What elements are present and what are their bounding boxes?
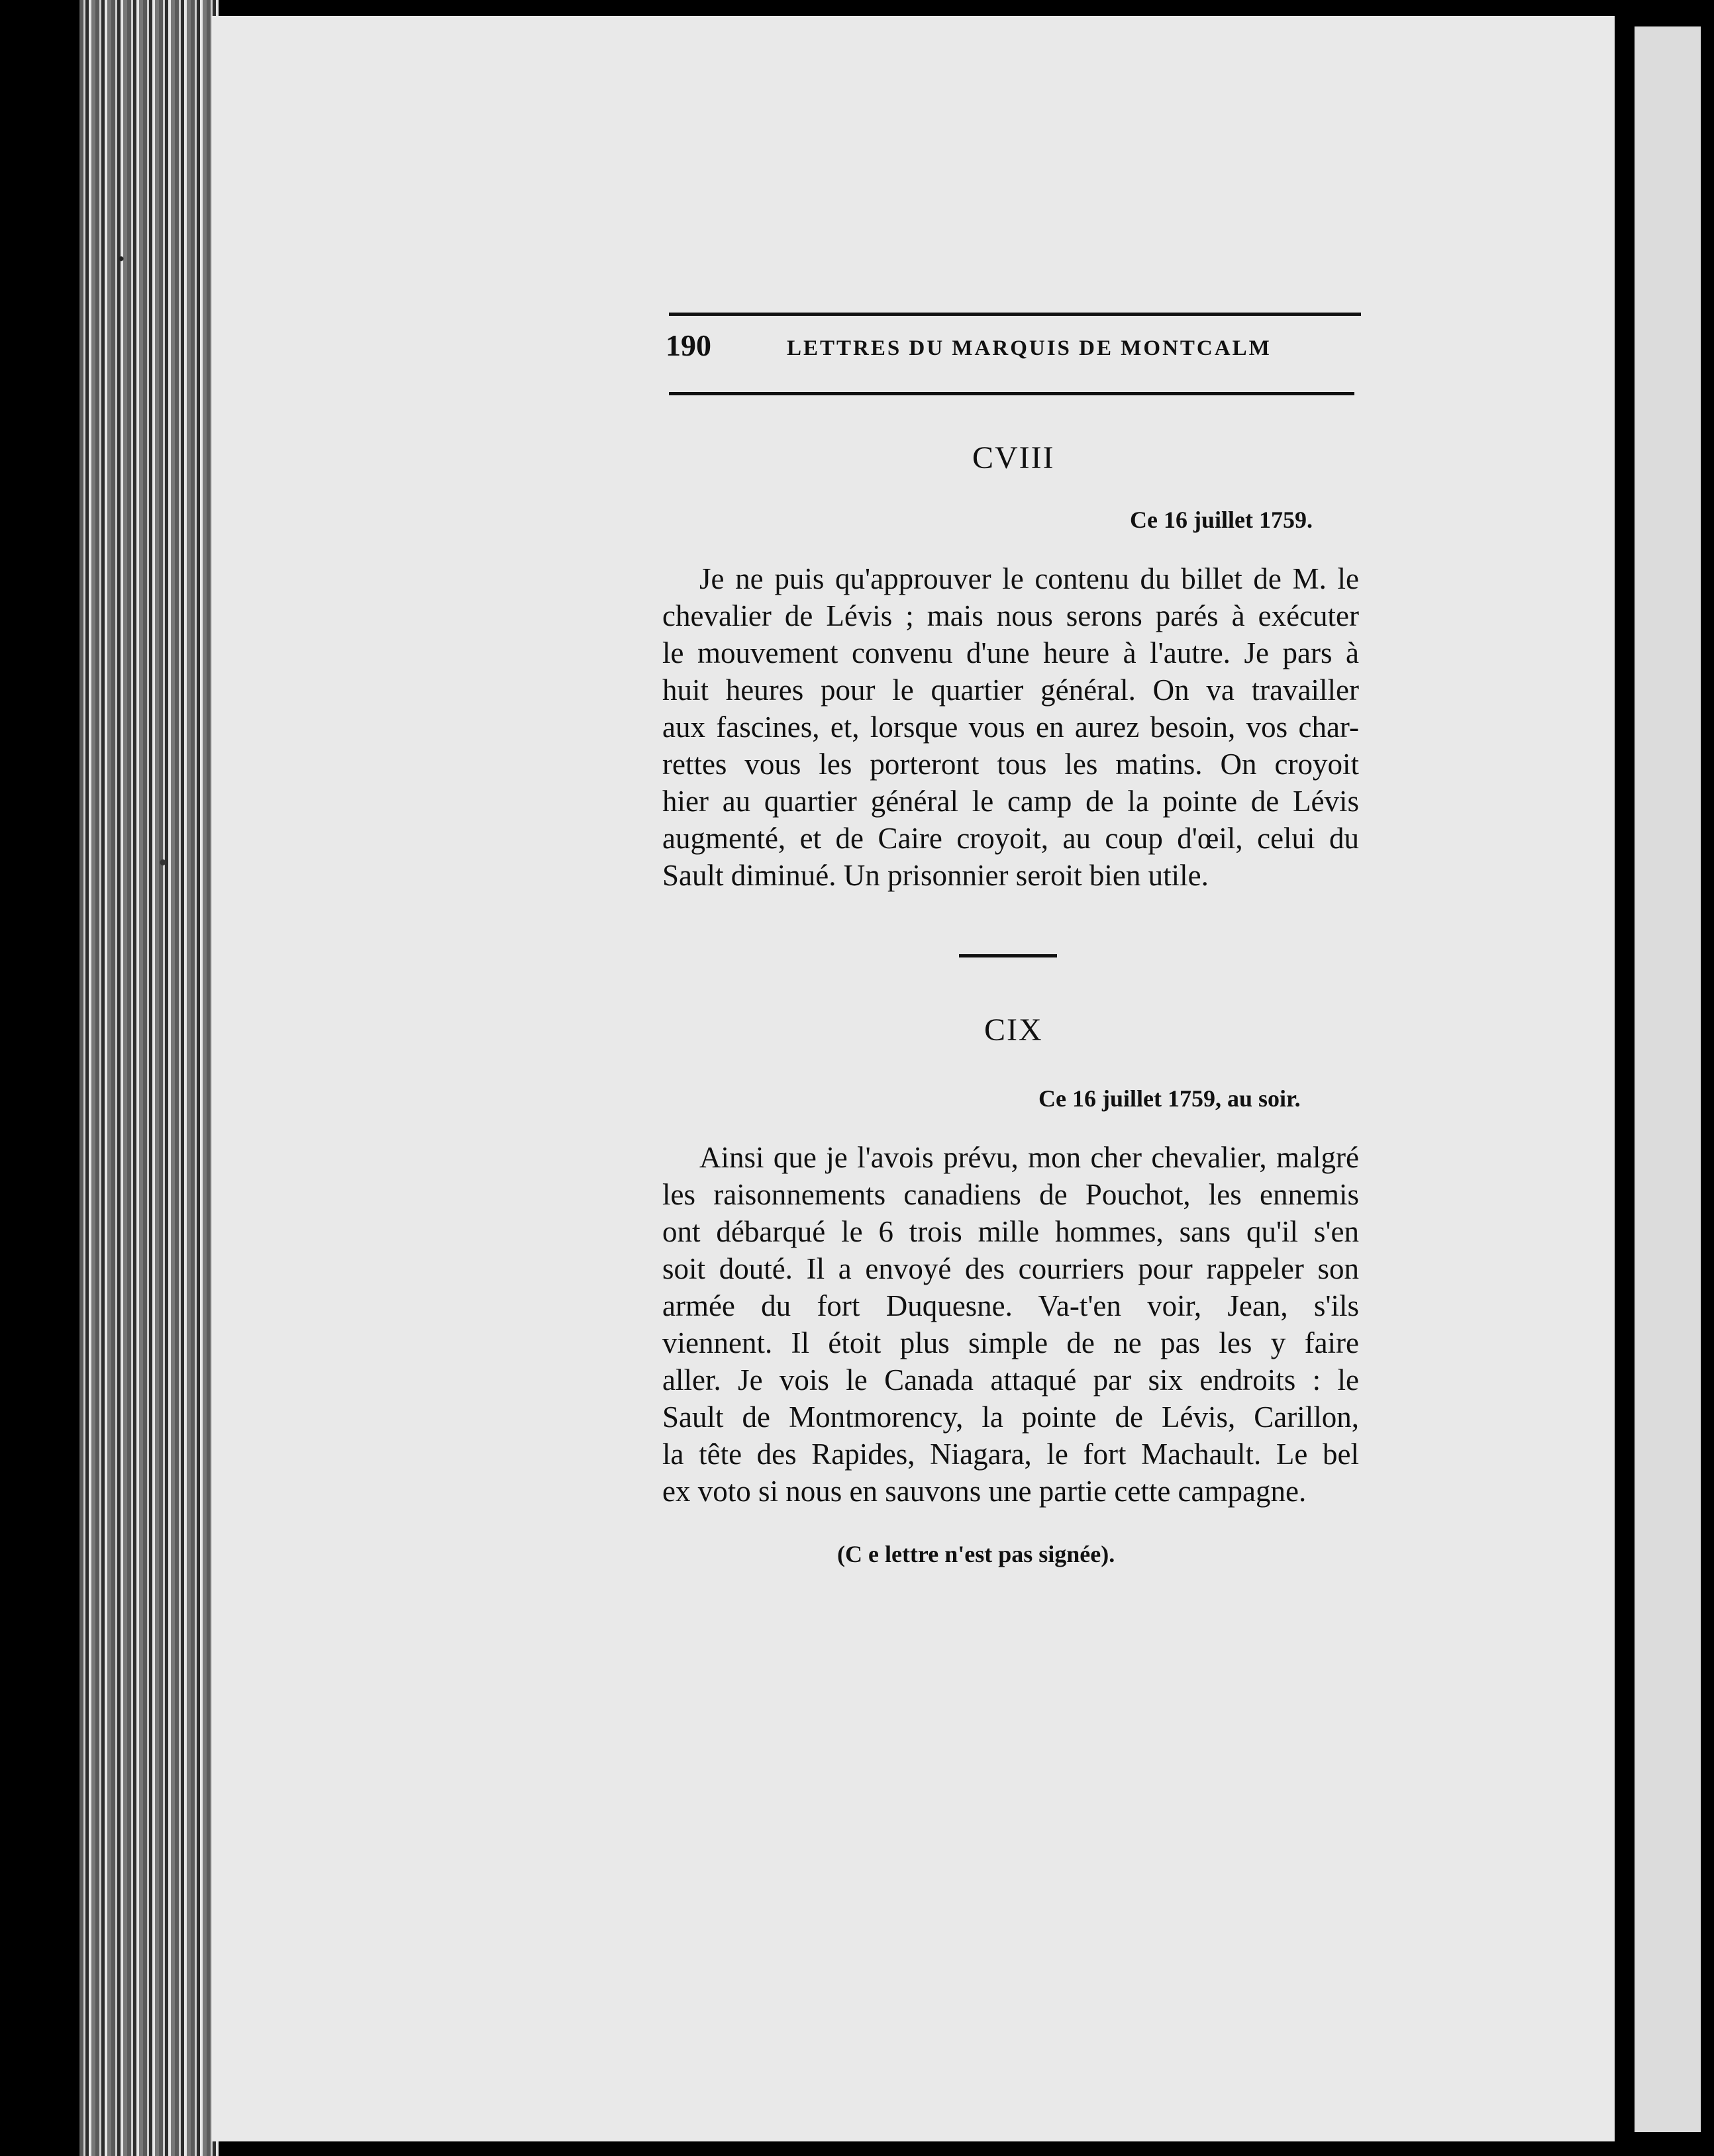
body-line: les raisonnements canadiens de Pouchot, les ennemis <box>662 1178 1359 1211</box>
body-line: la tête des Rapides, Niagara, le fort Machault. Le bel <box>662 1438 1359 1471</box>
section-separator <box>959 954 1057 957</box>
letter-number: CIX <box>984 1012 1043 1048</box>
body-line: ex voto si nous en sauvons une partie cette campagne. <box>662 1475 1307 1508</box>
body-line: viennent. Il étoit plus simple de ne pas les y faire <box>662 1326 1359 1359</box>
body-line: ont débarqué le 6 trois mille hommes, sans qu'il s'en <box>662 1215 1359 1248</box>
page-number: 190 <box>666 328 711 362</box>
header-rule-bottom <box>669 392 1354 395</box>
letter-date: Ce 16 juillet 1759. <box>1130 507 1313 533</box>
body-line: armée du fort Duquesne. Va-t'en voir, Jean, s'ils <box>662 1289 1359 1322</box>
body-line: huit heures pour le quartier général. On va travailler <box>662 673 1359 707</box>
body-line: aller. Je vois le Canada attaqué par six endroits : le <box>662 1363 1359 1396</box>
running-head: LETTRES DU MARQUIS DE MONTCALM <box>787 336 1272 360</box>
body-line: soit douté. Il a envoyé des courriers pour rappeler son <box>662 1252 1359 1285</box>
letter-number: CVIII <box>972 440 1055 475</box>
next-page-edge <box>1635 26 1701 2132</box>
header-rule-top <box>669 313 1361 316</box>
body-line: augmenté, et de Caire croyoit, au coup d'œil, celui du <box>662 822 1359 855</box>
body-line: rettes vous les porteront tous les matins. On croyoit <box>662 748 1359 781</box>
body-line: le mouvement convenu d'une heure à l'autre. Je pars à <box>662 636 1359 669</box>
body-line: Ainsi que je l'avois prévu, mon cher chevalier, malgré <box>699 1141 1359 1174</box>
body-line: aux fascines, et, lorsque vous en aurez besoin, vos char- <box>662 710 1359 744</box>
body-line: Je ne puis qu'approuver le contenu du billet de M. le <box>699 562 1359 595</box>
book-page <box>212 16 1615 2141</box>
body-line: Sault de Montmorency, la pointe de Lévis, Carillon, <box>662 1400 1359 1434</box>
body-line: hier au quartier général le camp de la pointe de Lévis <box>662 785 1359 818</box>
letter-date: Ce 16 juillet 1759, au soir. <box>1038 1085 1301 1112</box>
page-stack-edge <box>79 0 219 2156</box>
body-line: Sault diminué. Un prisonnier seroit bien utile. <box>662 859 1209 892</box>
body-line: chevalier de Lévis ; mais nous serons parés à exécuter <box>662 599 1359 632</box>
closing-note: (C e lettre n'est pas signée). <box>837 1541 1115 1567</box>
